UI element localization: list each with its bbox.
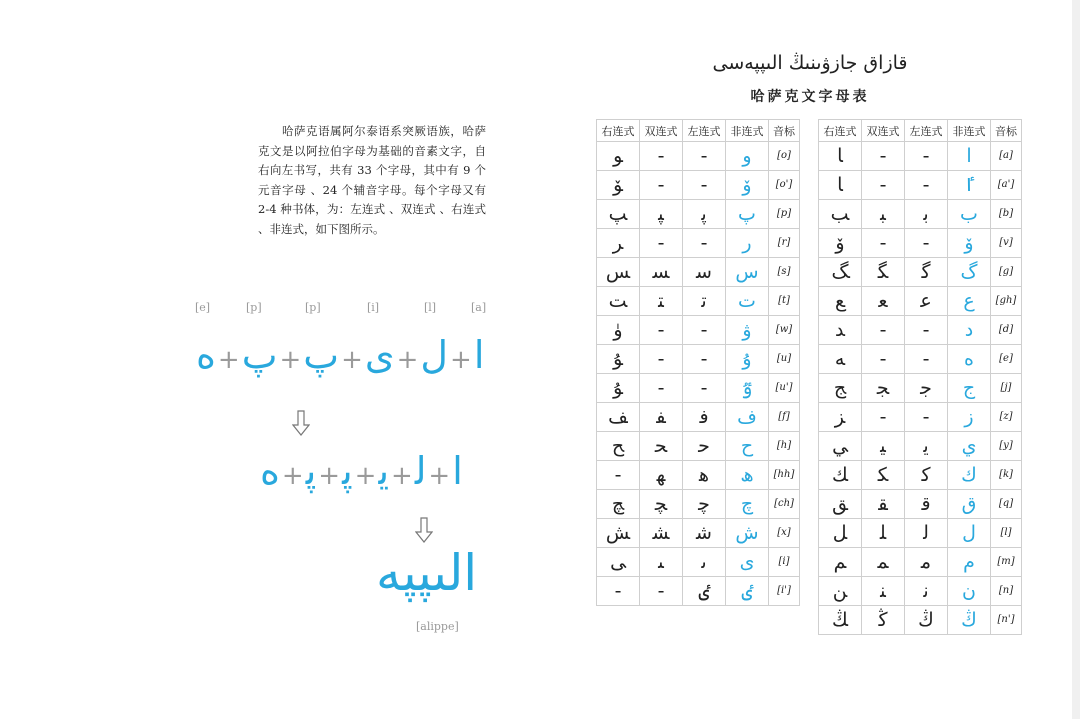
table-row — [597, 258, 800, 287]
phonetic-cell: [n'] — [991, 606, 1022, 635]
letter-form-cell: ﻖ — [819, 490, 862, 519]
letter-form-cell: ﺗ — [683, 287, 726, 316]
isolated-form-cell: پ — [726, 200, 769, 229]
isolated-form-cell: گ — [948, 258, 991, 287]
letter-form-cell: - — [862, 142, 905, 171]
table-row — [597, 171, 800, 200]
isolated-form-cell: ن — [948, 577, 991, 606]
letter-form-cell: ﻪ — [819, 345, 862, 374]
letter-form-cell: ﺲ — [597, 258, 640, 287]
phonetic-cell: [f] — [769, 403, 800, 432]
letter-form-cell: ﻜ — [862, 461, 905, 490]
column-header: 音标 — [991, 120, 1022, 142]
letter-form-cell: ﺞ — [819, 374, 862, 403]
table-row — [819, 345, 1022, 374]
letter-form-cell: ﻢ — [819, 548, 862, 577]
letter-form-cell: ﻤ — [862, 548, 905, 577]
phonetic-label: [p] — [305, 301, 321, 314]
table-row — [819, 490, 1022, 519]
phonetic-label: [i] — [367, 301, 380, 314]
letter-form-cell: ﯘ — [597, 345, 640, 374]
letter-form-cell: ﯕ — [862, 606, 905, 635]
letter-form-cell: ﺷ — [683, 519, 726, 548]
table-row — [819, 229, 1022, 258]
column-header: 非连式 — [726, 120, 769, 142]
letter-form-cell: ﻣ — [905, 548, 948, 577]
letter-form-cell: ﺸ — [640, 519, 683, 548]
isolated-form-cell: ە — [948, 345, 991, 374]
letter-form-cell: ﺟ — [905, 374, 948, 403]
letter-form-cell: ﺐ — [819, 200, 862, 229]
isolated-form-cell: ش — [726, 519, 769, 548]
letter-form-cell: ﮔ — [905, 258, 948, 287]
isolated-form-cell: ر — [726, 229, 769, 258]
table-row — [819, 461, 1022, 490]
plus-sign: + — [318, 461, 341, 491]
letter-form-cell: ﻨ — [862, 577, 905, 606]
phonetic-label: [e] — [195, 301, 211, 314]
letter-form-cell: ﻰ — [597, 548, 640, 577]
plus-sign: + — [450, 345, 472, 375]
letter-form-cell: ﯘ — [597, 374, 640, 403]
column-header: 右连式 — [819, 120, 862, 142]
column-header: 双连式 — [862, 120, 905, 142]
letter-form-cell: ﻧ — [905, 577, 948, 606]
table-row — [597, 461, 800, 490]
phonetic-cell: [o] — [769, 142, 800, 171]
isolated-form-cell: ا — [948, 142, 991, 171]
isolated-form-cell: ق — [948, 490, 991, 519]
plus-sign: + — [281, 461, 304, 491]
table-row — [819, 374, 1022, 403]
table-row — [597, 316, 800, 345]
phonetic-cell: [i] — [769, 548, 800, 577]
phonetic-cell: [g] — [991, 258, 1022, 287]
table-row — [819, 171, 1022, 200]
letter-form-cell: ﭗ — [597, 200, 640, 229]
isolated-form-cell: ل — [948, 519, 991, 548]
letter-form-cell: ﯙ — [819, 229, 862, 258]
isolated-form-cell: ۇ — [726, 345, 769, 374]
letter-form-cell: ﻊ — [819, 287, 862, 316]
letter-form-cell: - — [683, 316, 726, 345]
table-row — [819, 403, 1022, 432]
phonetic-cell: [w] — [769, 316, 800, 345]
table-row — [597, 432, 800, 461]
alphabet-table-left — [596, 119, 800, 606]
intro-paragraph: 哈萨克语属阿尔泰语系突厥语族，哈萨克文是以阿拉伯字母为基础的音素文字，自右向左书写，共有 33 个字母，其中有 9 个元音字母 、24 个辅音字母。每个字母又有 2-4 种书体，为：左连式 、双连式 、右连式 、非连式，如下图所示。 — [258, 124, 486, 236]
letter-form-cell: ﻒ — [597, 403, 640, 432]
plus-sign: + — [341, 345, 363, 375]
letter-form-cell: ﯨ — [683, 548, 726, 577]
formula-letter: ل — [420, 333, 449, 377]
phonetic-cell: [e] — [991, 345, 1022, 374]
letter-form-cell: ﮭ — [640, 461, 683, 490]
letter-form-cell: - — [862, 229, 905, 258]
letter-form-cell: ﺣ — [683, 432, 726, 461]
letter-form-cell: - — [862, 171, 905, 200]
letter-form-cell: - — [683, 229, 726, 258]
formula-letter: ﯾ — [378, 449, 390, 493]
phonetic-cell: [t] — [769, 287, 800, 316]
letter-formula-isolated — [196, 333, 485, 377]
letter-form-cell: ﯓ — [905, 606, 948, 635]
isolated-form-cell: ي — [948, 432, 991, 461]
phonetic-cell: [d] — [991, 316, 1022, 345]
letter-form-cell: - — [683, 171, 726, 200]
letter-form-cell: - — [683, 142, 726, 171]
table-row — [819, 258, 1022, 287]
letter-form-cell: - — [905, 403, 948, 432]
letter-form-cell: - — [905, 171, 948, 200]
phonetic-cell: [v] — [991, 229, 1022, 258]
letter-form-cell: - — [640, 171, 683, 200]
table-row — [819, 606, 1022, 635]
letter-form-cell: - — [640, 229, 683, 258]
phonetic-cell: [r] — [769, 229, 800, 258]
letter-form-cell: ﻴ — [862, 432, 905, 461]
result-phonetic: [alippe] — [416, 620, 459, 633]
letter-form-cell: ﺘ — [640, 287, 683, 316]
letter-form-cell: - — [905, 229, 948, 258]
letter-form-cell: ﭙ — [640, 200, 683, 229]
isolated-form-cell: ت — [726, 287, 769, 316]
table-row — [819, 316, 1022, 345]
letter-form-cell: - — [640, 316, 683, 345]
table-row — [597, 548, 800, 577]
column-header: 右连式 — [597, 120, 640, 142]
formula-letter: ە — [260, 449, 280, 493]
table-header-row — [597, 120, 800, 142]
isolated-form-cell: ۋ — [726, 316, 769, 345]
phonetic-cell: [j] — [991, 374, 1022, 403]
column-header: 左连式 — [905, 120, 948, 142]
letter-form-cell: ﻛ — [905, 461, 948, 490]
phonetic-cell: [x] — [769, 519, 800, 548]
table-title-arabic: قازاق جازۋىنىڭ الىپپەسى — [712, 52, 908, 74]
letter-form-cell: ﺴ — [640, 258, 683, 287]
plus-sign: + — [428, 461, 451, 491]
column-header: 非连式 — [948, 120, 991, 142]
phonetic-cell: [n] — [991, 577, 1022, 606]
letter-form-cell: - — [862, 316, 905, 345]
table-row — [819, 577, 1022, 606]
letter-form-cell: ﺢ — [597, 432, 640, 461]
down-arrow-icon — [292, 410, 310, 436]
letter-form-cell: ﺤ — [640, 432, 683, 461]
plus-sign: + — [391, 461, 413, 491]
table-row — [597, 345, 800, 374]
phonetic-cell: [k] — [991, 461, 1022, 490]
formula-letter: پ — [241, 333, 278, 377]
letter-form-cell: ٸ — [683, 577, 726, 606]
phonetic-cell: [i'] — [769, 577, 800, 606]
formula-letter: ە — [196, 333, 216, 377]
phonetic-cell: [o'] — [769, 171, 800, 200]
column-header: 左连式 — [683, 120, 726, 142]
phonetic-cell: [h] — [769, 432, 800, 461]
letter-form-cell: ﭽ — [640, 490, 683, 519]
isolated-form-cell: د — [948, 316, 991, 345]
letter-form-cell: ﻟ — [905, 519, 948, 548]
letter-form-cell: - — [905, 345, 948, 374]
letter-form-cell: ﮬ — [683, 461, 726, 490]
table-row — [819, 548, 1022, 577]
isolated-form-cell: چ — [726, 490, 769, 519]
down-arrow-icon — [415, 517, 433, 543]
phonetic-cell: [a'] — [991, 171, 1022, 200]
phonetic-cell: [b] — [991, 200, 1022, 229]
letter-form-cell: ﺪ — [819, 316, 862, 345]
table-header-row — [819, 120, 1022, 142]
letter-form-cell: - — [640, 374, 683, 403]
formula-letter: ا — [473, 333, 485, 377]
letter-formula-joined — [260, 449, 463, 493]
formula-letter: ﭘ — [305, 449, 317, 493]
phonetic-cell: [p] — [769, 200, 800, 229]
phonetic-cell: [y] — [991, 432, 1022, 461]
isolated-form-cell: م — [948, 548, 991, 577]
isolated-form-cell: ڭ — [948, 606, 991, 635]
formula-letter: پ — [303, 333, 340, 377]
letter-form-cell: - — [640, 345, 683, 374]
letter-form-cell: ﯔ — [819, 606, 862, 635]
letter-form-cell: - — [683, 345, 726, 374]
isolated-form-cell: ح — [726, 432, 769, 461]
letter-form-cell: ﺳ — [683, 258, 726, 287]
letter-form-cell: ﭼ — [683, 490, 726, 519]
isolated-form-cell: ى — [726, 548, 769, 577]
letter-form-cell: ﻦ — [819, 577, 862, 606]
isolated-form-cell: و — [726, 142, 769, 171]
phonetic-cell: [u] — [769, 345, 800, 374]
plus-sign: + — [354, 461, 377, 491]
letter-form-cell: ﻮ — [597, 142, 640, 171]
isolated-form-cell: ۆ — [948, 229, 991, 258]
letter-form-cell: - — [862, 345, 905, 374]
letter-form-cell: ﻞ — [819, 519, 862, 548]
isolated-form-cell: ٵ — [948, 171, 991, 200]
letter-form-cell: ﺶ — [597, 519, 640, 548]
letter-form-cell: ﻳ — [905, 432, 948, 461]
phonetic-cell: [hh] — [769, 461, 800, 490]
isolated-form-cell: ك — [948, 461, 991, 490]
letter-form-cell: ﻔ — [640, 403, 683, 432]
letter-form-cell: ﮓ — [819, 258, 862, 287]
letter-form-cell: - — [905, 316, 948, 345]
phonetic-cell: [u'] — [769, 374, 800, 403]
letter-form-cell: - — [640, 577, 683, 606]
phonetic-label: [l] — [424, 301, 437, 314]
letter-form-cell: ﮕ — [862, 258, 905, 287]
table-row — [597, 374, 800, 403]
phonetic-cell: [l] — [991, 519, 1022, 548]
letter-form-cell: ﺎ — [819, 171, 862, 200]
table-row — [597, 229, 800, 258]
letter-form-cell: ﺰ — [819, 403, 862, 432]
column-header: 音标 — [769, 120, 800, 142]
isolated-form-cell: ب — [948, 200, 991, 229]
phonetic-cell: [q] — [991, 490, 1022, 519]
letter-form-cell: ﭘ — [683, 200, 726, 229]
isolated-form-cell: ٸ — [726, 577, 769, 606]
result-word: الىپپە — [376, 544, 478, 602]
letter-form-cell: ﯚ — [597, 171, 640, 200]
isolated-form-cell: ف — [726, 403, 769, 432]
isolated-form-cell: ج — [948, 374, 991, 403]
letter-form-cell: ﻗ — [905, 490, 948, 519]
isolated-form-cell: ع — [948, 287, 991, 316]
phonetic-label: [p] — [246, 301, 262, 314]
table-row — [597, 519, 800, 548]
table-row — [819, 200, 1022, 229]
table-row — [597, 142, 800, 171]
letter-form-cell: ﻚ — [819, 461, 862, 490]
isolated-form-cell: ٷ — [726, 374, 769, 403]
isolated-form-cell: ز — [948, 403, 991, 432]
isolated-form-cell: س — [726, 258, 769, 287]
table-row — [819, 432, 1022, 461]
letter-form-cell: ﺒ — [862, 200, 905, 229]
letter-form-cell: - — [862, 403, 905, 432]
formula-letter: ا — [452, 449, 463, 493]
phonetic-cell: [ch] — [769, 490, 800, 519]
letter-form-cell: - — [905, 142, 948, 171]
letter-form-cell: ﻲ — [819, 432, 862, 461]
letter-form-cell: ﻌ — [862, 287, 905, 316]
letter-form-cell: ﻘ — [862, 490, 905, 519]
table-row — [597, 403, 800, 432]
isolated-form-cell: ۆ — [726, 171, 769, 200]
letter-form-cell: ﭻ — [597, 490, 640, 519]
letter-form-cell: ﺑ — [905, 200, 948, 229]
formula-letter: ﻟ — [414, 449, 427, 493]
formula-letter: ﭘ — [342, 449, 353, 493]
letter-form-cell: ﺠ — [862, 374, 905, 403]
phonetic-cell: [m] — [991, 548, 1022, 577]
phonetic-cell: [gh] — [991, 287, 1022, 316]
plus-sign: + — [217, 345, 240, 375]
phonetic-cell: [a] — [991, 142, 1022, 171]
isolated-form-cell: ھ — [726, 461, 769, 490]
alphabet-table-right — [818, 119, 1022, 635]
table-row — [819, 519, 1022, 548]
table-row — [597, 577, 800, 606]
letter-form-cell: - — [640, 142, 683, 171]
table-row — [819, 142, 1022, 171]
column-header: 双连式 — [640, 120, 683, 142]
formula-letter: ى — [364, 333, 395, 377]
table-title-chinese: 哈萨克文字母表 — [750, 89, 870, 105]
table-row — [597, 490, 800, 519]
letter-form-cell: ﯛ — [597, 316, 640, 345]
letter-form-cell: ﻠ — [862, 519, 905, 548]
letter-form-cell: ﯩ — [640, 548, 683, 577]
plus-sign: + — [396, 345, 419, 375]
plus-sign: + — [279, 345, 302, 375]
phonetic-label: [a] — [471, 301, 487, 314]
letter-form-cell: ﺖ — [597, 287, 640, 316]
letter-form-cell: ﺮ — [597, 229, 640, 258]
letter-form-cell: - — [597, 461, 640, 490]
table-row — [819, 287, 1022, 316]
phonetic-cell: [s] — [769, 258, 800, 287]
letter-form-cell: ﺎ — [819, 142, 862, 171]
table-row — [597, 200, 800, 229]
page-edge — [1072, 0, 1080, 719]
letter-form-cell: ﻓ — [683, 403, 726, 432]
letter-form-cell: ﻋ — [905, 287, 948, 316]
letter-form-cell: - — [597, 577, 640, 606]
table-row — [597, 287, 800, 316]
letter-form-cell: - — [683, 374, 726, 403]
phonetic-cell: [z] — [991, 403, 1022, 432]
